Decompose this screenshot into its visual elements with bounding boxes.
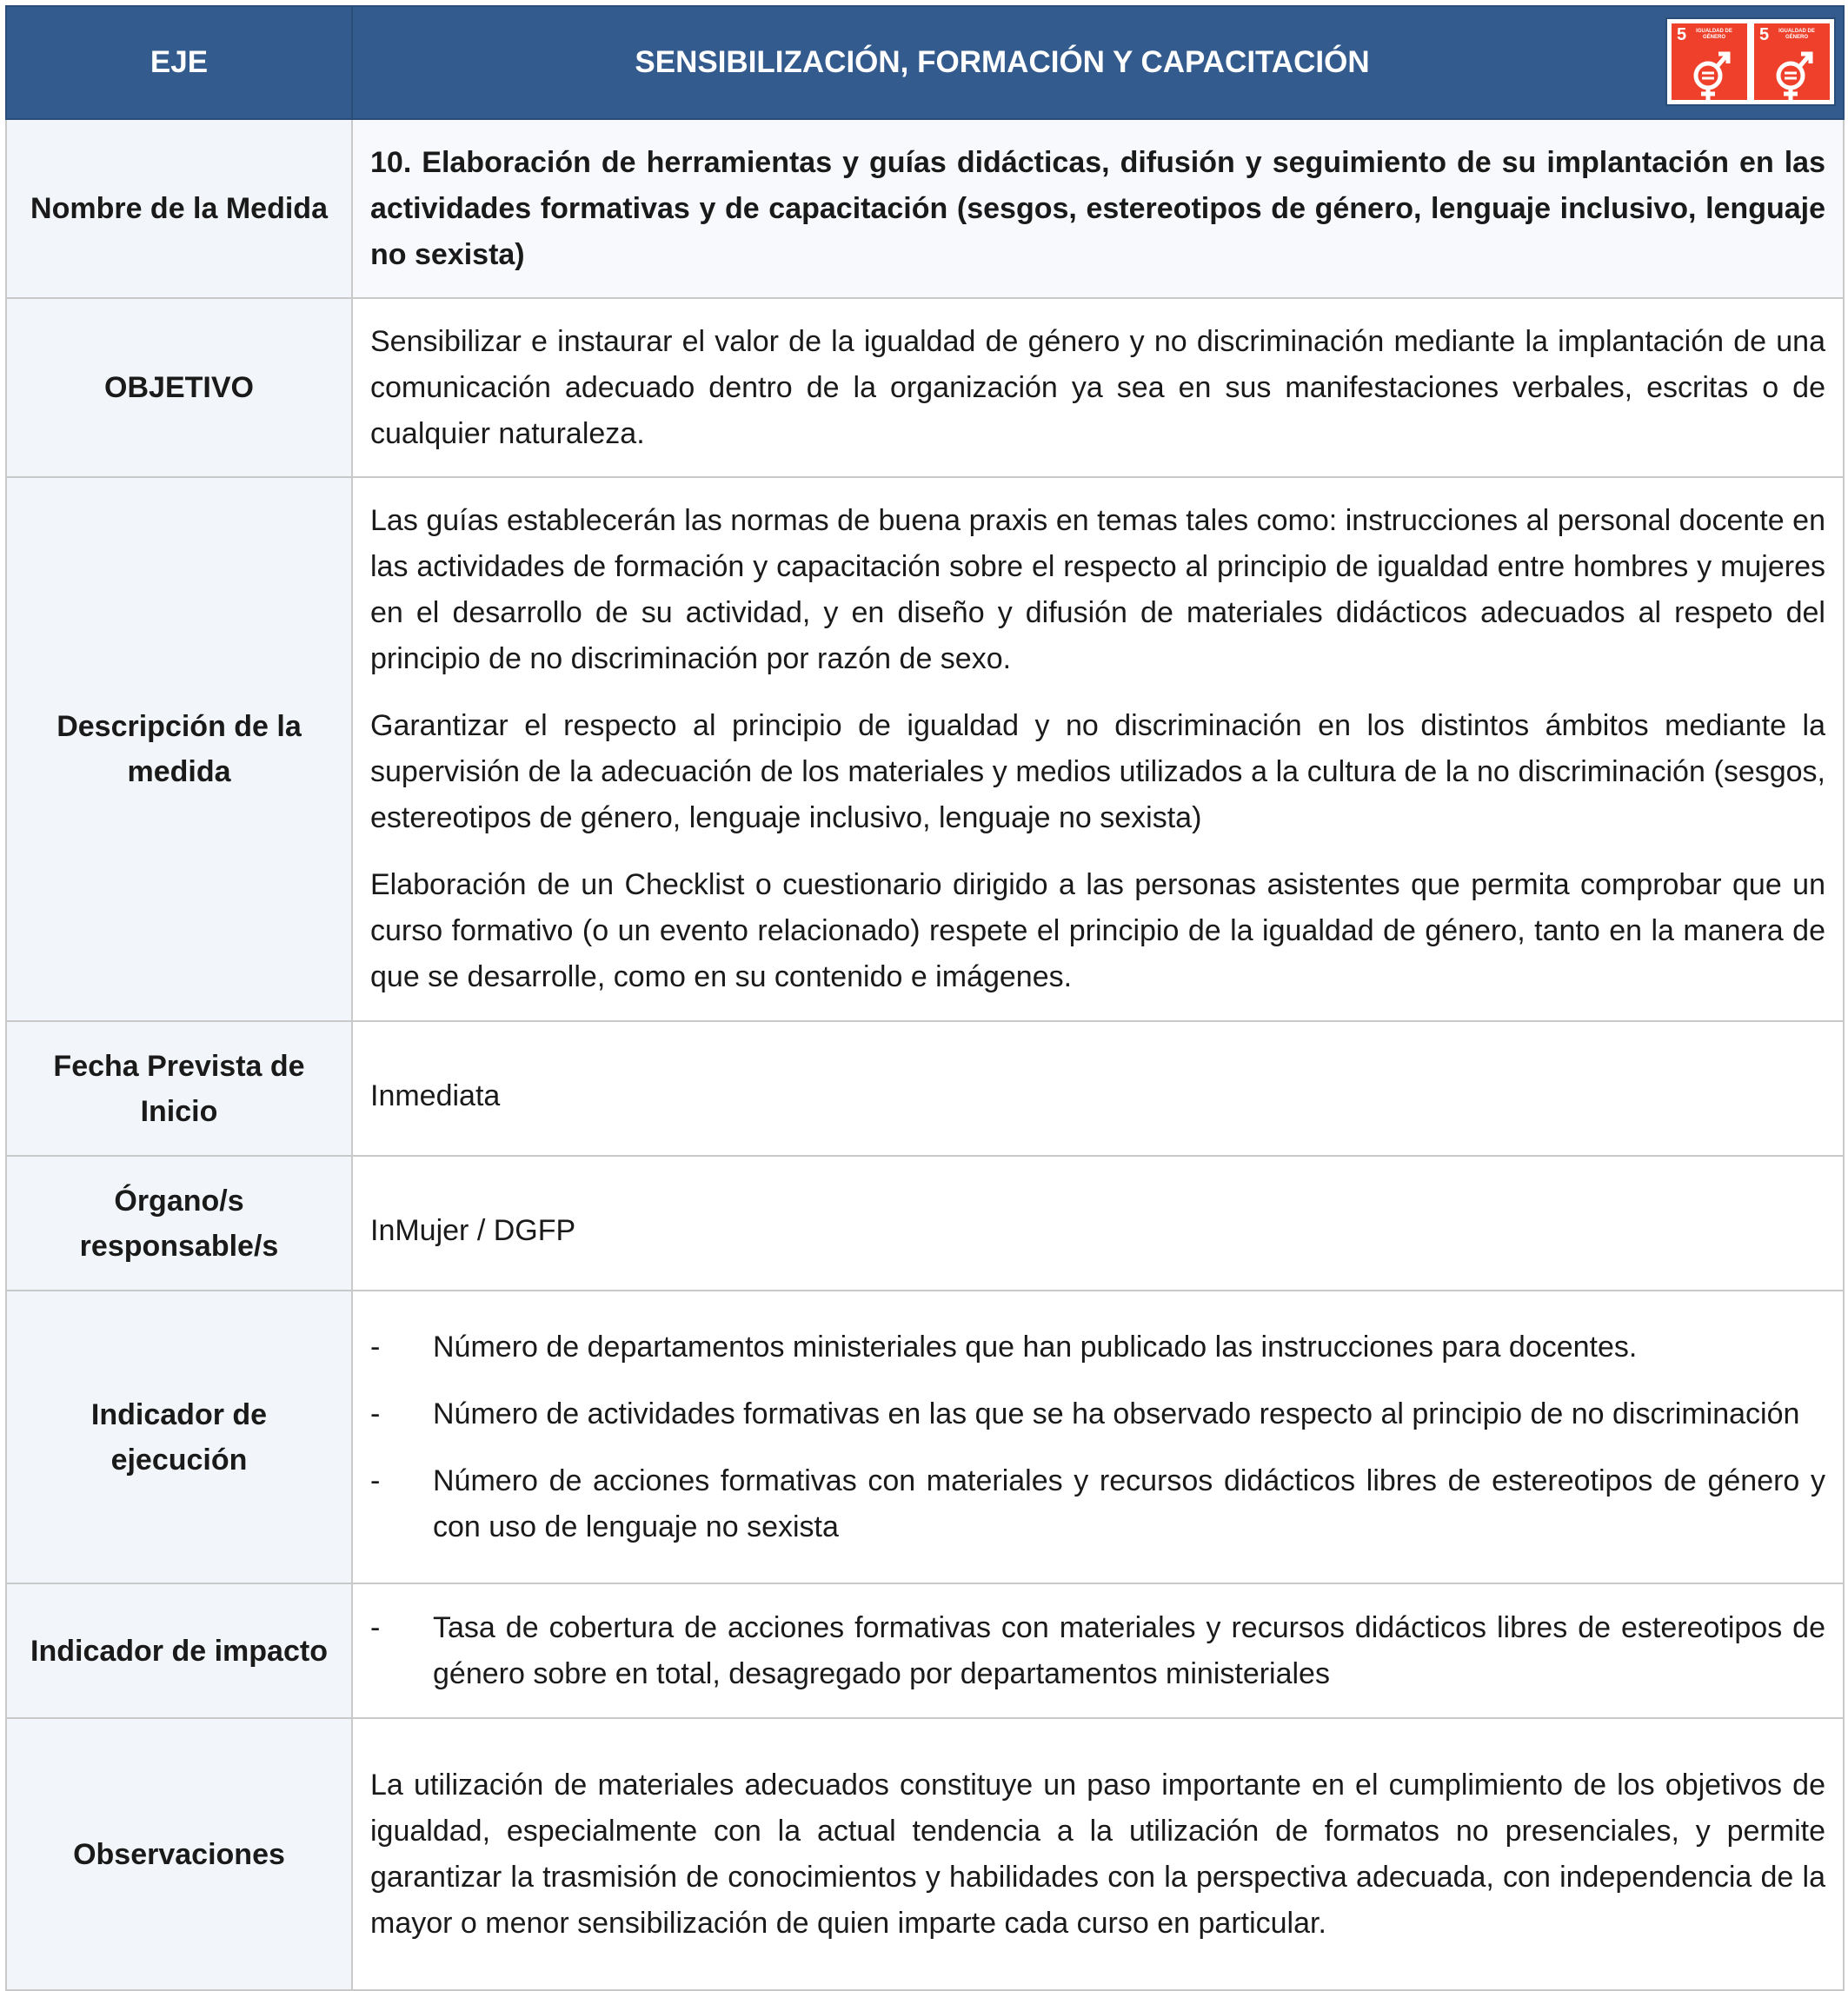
list-item (370, 1458, 1825, 1550)
observaciones-text (352, 1718, 1844, 1990)
row-observaciones (6, 1718, 1844, 1990)
header-eje: EJE (6, 6, 352, 119)
dash-bullet: - (370, 1397, 381, 1430)
descripcion-text (352, 477, 1844, 1021)
objetivo-paragraph: Sensibilizar e instaurar el valor de la igualdad de género y no discriminación mediante la implantación de una comunicación adecuado dentro de la organización ya sea en sus manifestaciones verbales, escritas o de cualquier naturaleza. (370, 324, 1825, 450)
ejecucion-list (370, 1324, 1825, 1550)
descripcion-paragraph: Garantizar el respecto al principio de igualdad y no discriminación en los distintos ámbitos mediante la supervisión de la adecuación de los materiales y medios utilizados a la cultura de la no discriminación (sesgos, estereotipos de género, lenguaje inclusivo, lenguaje no sexista) (370, 709, 1825, 834)
gender-equality-icon (1772, 50, 1815, 102)
row-descripcion (6, 477, 1844, 1021)
list-item (370, 1605, 1825, 1697)
gender-equality-icon (1689, 50, 1732, 102)
sdg-number: 5 (1677, 25, 1687, 44)
descripcion-paragraph: Las guías establecerán las normas de buena praxis en temas tales como: instrucciones al personal docente en las actividades de formación y capacitación sobre el respecto al principio de igualdad entre hombres y mujeres en el desarrollo de su actividad, y en diseño y difusión de materiales didácticos adecuados al respeto del principio de no discriminación por razón de sexo. (370, 504, 1825, 675)
fecha-value: Inmediata (352, 1021, 1844, 1156)
label-organo: Órgano/s responsable/s (6, 1156, 352, 1291)
dash-bullet: - (370, 1610, 381, 1644)
sdg-5-badge (1753, 23, 1831, 101)
sdg-logos (1665, 17, 1836, 106)
header-axis-title (352, 6, 1844, 119)
list-item-text: Número de actividades formativas en las que se ha observado respecto al principio de no discriminación (433, 1397, 1800, 1430)
sdg-number: 5 (1759, 25, 1770, 44)
label-objetivo: OBJETIVO (6, 298, 352, 477)
list-item-text: Número de acciones formativas con materiales y recursos didácticos libres de estereotipos de género y con uso de lenguaje no sexista (433, 1463, 1825, 1543)
row-organo (6, 1156, 1844, 1291)
header-axis-title-text: SENSIBILIZACIÓN, FORMACIÓN Y CAPACITACIÓN (635, 45, 1370, 79)
dash-bullet: - (370, 1330, 381, 1364)
list-item-text: Tasa de cobertura de acciones formativas con materiales y recursos didácticos libres de estereotipos de género sobre en total, desagregado por departamentos ministeriales (433, 1610, 1825, 1690)
row-impacto (6, 1583, 1844, 1718)
row-ejecucion (6, 1291, 1844, 1583)
sdg-text: IGUALDAD DE GÉNERO (1778, 29, 1815, 40)
table-header-row (6, 6, 1844, 119)
label-fecha: Fecha Prevista de Inicio (6, 1021, 352, 1156)
list-item (370, 1391, 1825, 1437)
measure-title: 10. Elaboración de herramientas y guías didácticas, difusión y seguimiento de su implantación en las actividades formativas y de capacitación (sesgos, estereotipos de género, lenguaje inclusivo, lenguaje no sexista) (352, 119, 1844, 298)
label-observaciones: Observaciones (6, 1718, 352, 1990)
list-item (370, 1324, 1825, 1370)
measure-table (5, 5, 1845, 1991)
ejecucion-list-cell (352, 1291, 1844, 1583)
impacto-list (370, 1605, 1825, 1697)
label-ejecucion: Indicador de ejecución (6, 1291, 352, 1583)
row-fecha (6, 1021, 1844, 1156)
label-nombre: Nombre de la Medida (6, 119, 352, 298)
sdg-text: IGUALDAD DE GÉNERO (1696, 29, 1732, 40)
list-item-text: Número de departamentos ministeriales que han publicado las instrucciones para docentes. (433, 1330, 1638, 1364)
row-objetivo (6, 298, 1844, 477)
sdg-5-badge (1671, 23, 1748, 101)
label-impacto: Indicador de impacto (6, 1583, 352, 1718)
observaciones-paragraph: La utilización de materiales adecuados constituye un paso importante en el cumplimiento de los objetivos de igualdad, especialmente con la actual tendencia a la utilización de formatos no presenciales, y permite garantizar la trasmisión de conocimientos y habilidades con la perspectiva adecuada, con independencia de la mayor o menor sensibilización de quien imparte cada curso en particular. (370, 1768, 1825, 1940)
descripcion-paragraph: Elaboración de un Checklist o cuestionario dirigido a las personas asistentes que permita comprobar que un curso formativo (o un evento relacionado) respete el principio de la igualdad de género, tanto en la manera de que se desarrolle, como en su contenido e imágenes. (370, 868, 1825, 993)
dash-bullet: - (370, 1463, 381, 1497)
organo-value: InMujer / DGFP (352, 1156, 1844, 1291)
label-descripcion: Descripción de la medida (6, 477, 352, 1021)
row-nombre (6, 119, 1844, 298)
impacto-list-cell (352, 1583, 1844, 1718)
objetivo-text (352, 298, 1844, 477)
